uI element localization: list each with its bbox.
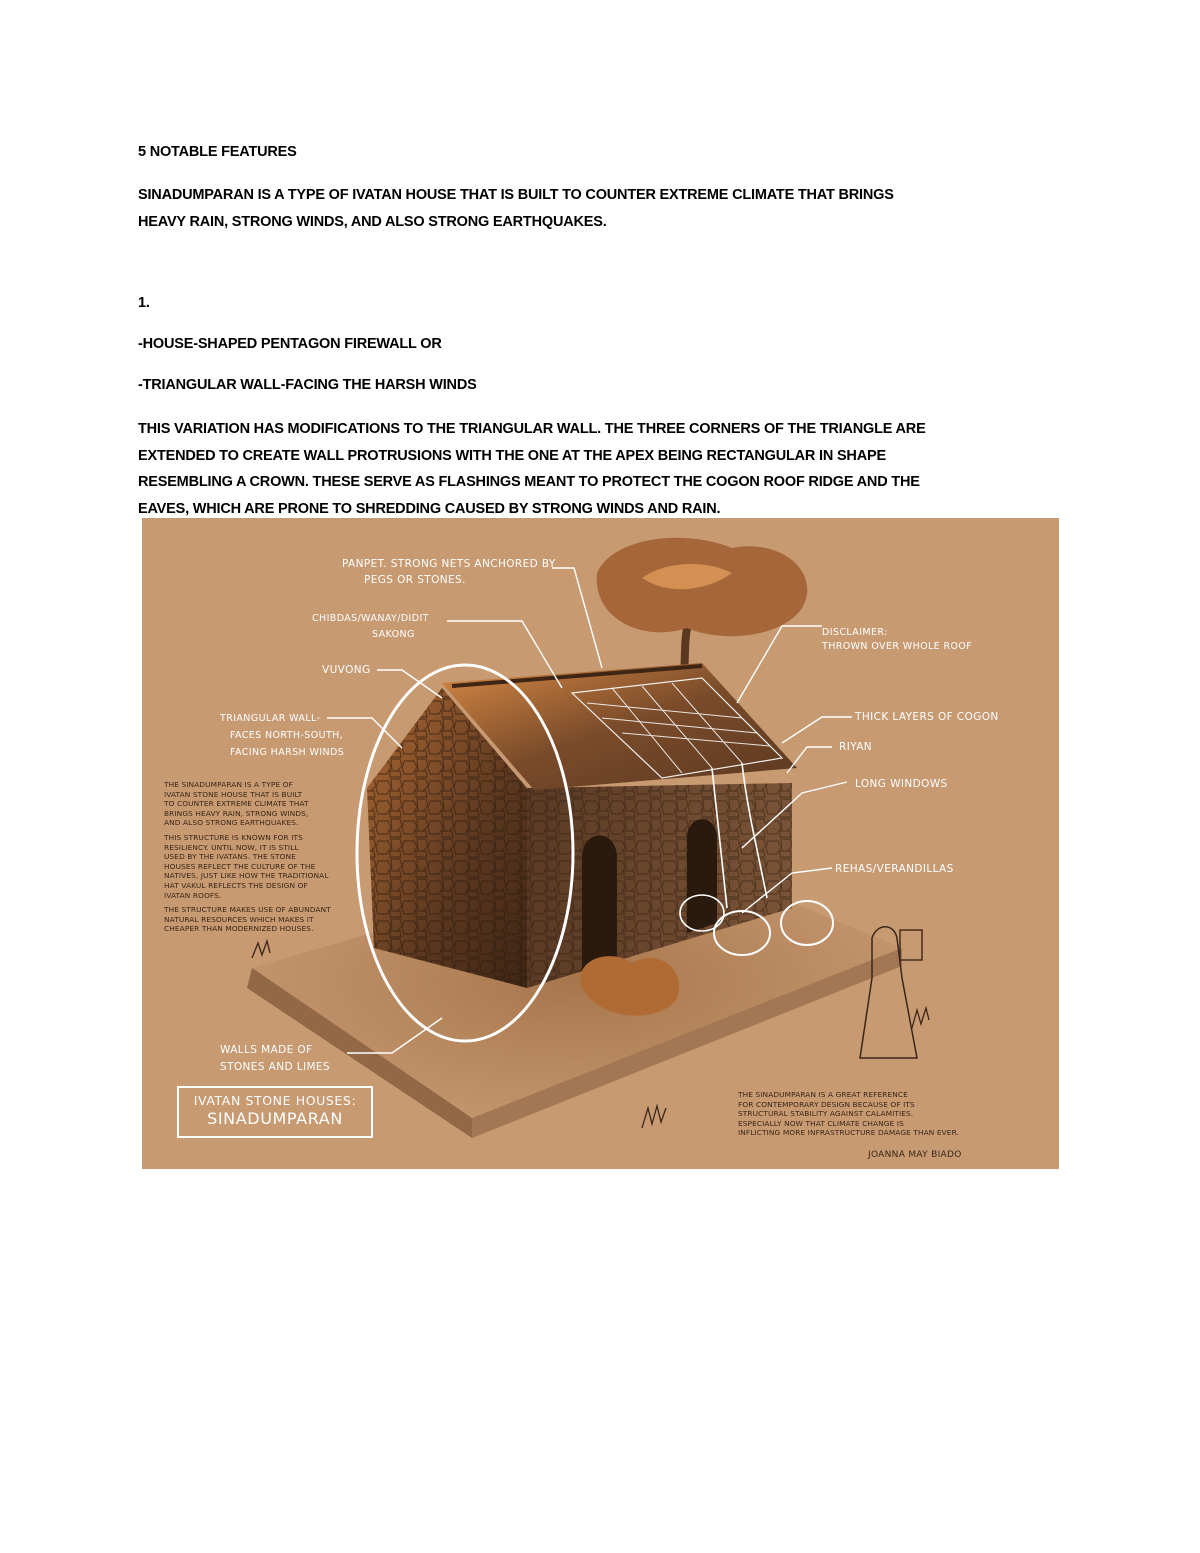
intro-paragraph <box>138 182 1038 235</box>
description-line: EAVES, WHICH ARE PRONE TO SHREDDING CAUSED BY STRONG WINDS AND RAIN. <box>138 500 721 517</box>
artist-signature: JOANNA MAY BIADO <box>868 1150 962 1160</box>
illustration-title-box <box>177 1086 373 1138</box>
label-rehas: REHAS/VERANDILLAS <box>835 863 954 875</box>
window <box>582 836 617 974</box>
window <box>687 819 717 933</box>
description-paragraph <box>138 416 1038 522</box>
illustration-title-line2: SINADUMPARAN <box>207 1109 343 1128</box>
label-triangular-wall: TRIANGULAR WALL- FACES NORTH-SOUTH, FACING HARSH WINDS <box>220 713 345 758</box>
label-walls-made: WALLS MADE OF STONES AND LIMES <box>220 1044 331 1073</box>
label-riyan: RIYAN <box>839 741 873 753</box>
label-disclaimer: DISCLAIMER: THROWN OVER WHOLE ROOF <box>822 627 973 652</box>
description-line: THIS VARIATION HAS MODIFICATIONS TO THE TRIANGULAR WALL. THE THREE CORNERS OF THE TRIANGLE ARE <box>138 421 926 437</box>
intro-line: HEAVY RAIN, STRONG WINDS, AND ALSO STRONG EARTHQUAKES. <box>138 213 607 230</box>
bullet-pentagon-firewall: -HOUSE-SHAPED PENTAGON FIREWALL OR <box>138 336 442 352</box>
label-long-windows: LONG WINDOWS <box>855 778 948 790</box>
section-heading: 5 NOTABLE FEATURES <box>138 144 297 160</box>
label-vuvong: VUVONG <box>322 664 371 676</box>
label-panpet: PANPET. STRONG NETS ANCHORED BY PEGS OR STONES. <box>342 558 556 586</box>
left-notes: THE SINADUMPARAN IS A TYPE OF IVATAN STONE HOUSE THAT IS BUILT TO COUNTER EXTREME CLIMATE THAT BRINGS HEAVY RAIN, STRONG WINDS, AND ALSO STRONG EARTHQUAKES. THIS STRUCTURE IS KNOWN FOR ITS RESILIENCY. UNTIL NOW, IT IS STILL USED BY THE IVATANS. THE STONE HOUSES REFLECT THE CULTURE OF THE NATIVES, JUST LIKE HOW THE TRADITIONAL HAT VAKUL REFLECTS THE DESIGN OF IVATAN ROOFS. THE STRUCTURE MAKES USE OF ABUNDANT NATURAL RESOURCES WHICH MAKES IT CHEAPER THAN MODERNIZED HOUSES. <box>164 780 331 934</box>
description-line: RESEMBLING A CROWN. THESE SERVE AS FLASHINGS MEANT TO PROTECT THE COGON ROOF RIDGE AND THE <box>138 474 920 490</box>
item-number: 1. <box>138 295 150 311</box>
right-notes: THE SINADUMPARAN IS A GREAT REFERENCE FOR CONTEMPORARY DESIGN BECAUSE OF ITS STRUCTURAL STABILITY AGAINST CALAMITIES. ESPECIALLY NOW THAT CLIMATE CHANGE IS INFLICTING MORE INFRASTRUCTURE DAMAGE THAN EVER. <box>738 1090 959 1138</box>
illustration-title-line1: IVATAN STONE HOUSES: <box>193 1093 357 1108</box>
intro-line: SINADUMPARAN IS A TYPE OF IVATAN HOUSE THAT IS BUILT TO COUNTER EXTREME CLIMATE THAT BRINGS <box>138 187 894 203</box>
bullet-triangular-wall: -TRIANGULAR WALL-FACING THE HARSH WINDS <box>138 377 477 393</box>
description-line: EXTENDED TO CREATE WALL PROTRUSIONS WITH THE ONE AT THE APEX BEING RECTANGULAR IN SHAPE <box>138 447 886 464</box>
label-thick-layers: THICK LAYERS OF COGON <box>855 711 999 723</box>
sinadumparan-illustration <box>142 518 1059 1169</box>
label-chibdas: CHIBDAS/WANAY/DIDIT SAKONG <box>312 613 429 640</box>
